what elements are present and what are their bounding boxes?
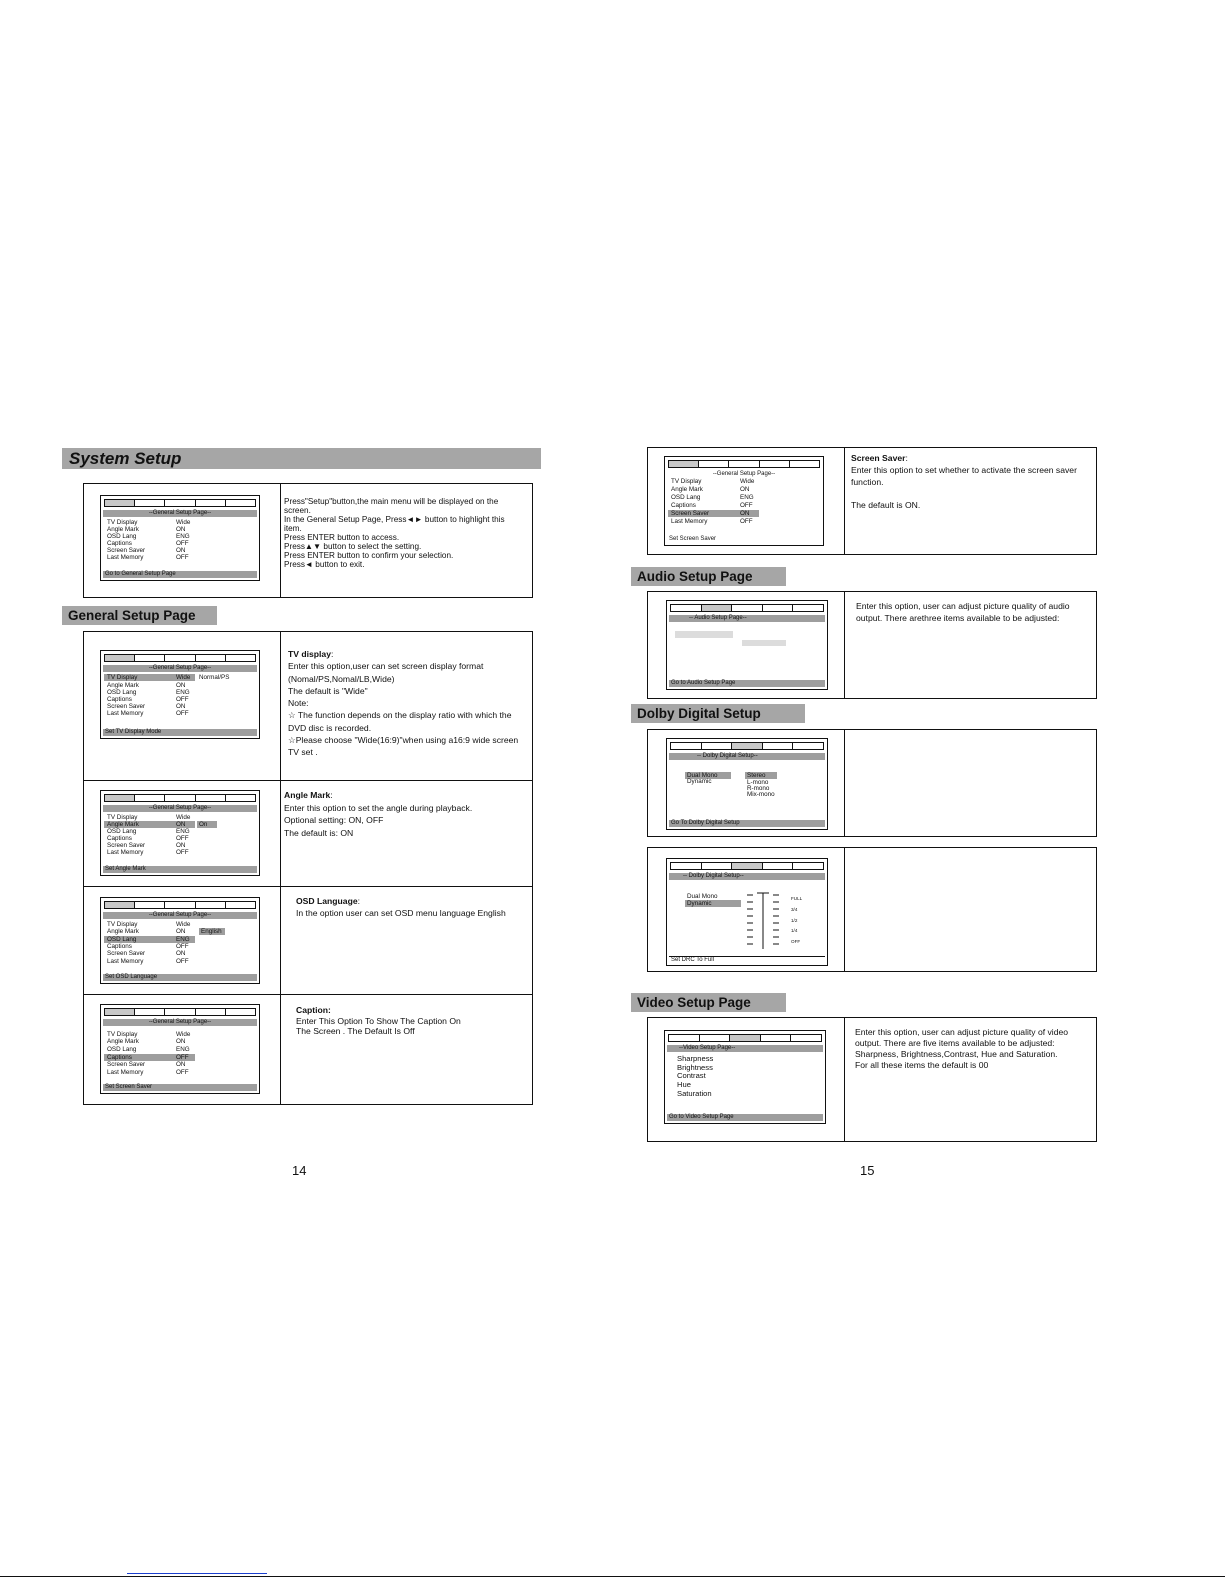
angle-mark-text: Angle Mark: Enter this option to set the angle during playback. Optional setting: ON, OFF The default is: ON	[284, 790, 473, 838]
dolby-panel-1	[647, 729, 1097, 837]
osd-language-text: OSD Language: In the option user can set OSD menu language English	[296, 896, 506, 918]
video-item-hue: Hue	[677, 1080, 691, 1090]
video-item-contrast: Contrast	[677, 1071, 706, 1081]
video-setup-banner: Video Setup Page	[631, 993, 786, 1012]
screen-saver-screen: --General Setup Page-- TV Display Wide Angle Mark ON OSD Lang ENG Captions OFF Screen Saver ON Last Memory OFF Set Screen Saver	[664, 456, 824, 546]
dolby-screen-2: -- Dolby Digital Setup-- Dual Mono Dynamic FULL 3/4 1/2 1/4 OFF Set DRC To Full	[666, 858, 828, 966]
dolby-screen-1: -- Dolby Digital Setup-- Dual Mono Dynamic Stereo L-mono R-mono Mix-mono Go To Dolby Digital Setup	[666, 738, 828, 830]
tv-display-text: TV display: Enter this option,user can set screen display format (Nomal/PS,Nomal/LB,Wide) The default is "Wide" Note: ☆ The function depends on the display ratio with which the DVD disc is recorded. ☆Please choose "Wide(16:9)"when using a16:9 wide screen TV set .	[288, 649, 519, 758]
system-setup-banner: System Setup	[62, 448, 541, 469]
intro-text: Press"Setup"button,the main menu will be displayed on the screen. In the General Setup Page, Press◄► button to highlight this item. Press ENTER button to access. Press▲▼ button to select the setting. Press ENTER button to confirm your selection. Press◄ button to exit.	[284, 497, 505, 569]
video-screen: --Video Setup Page-- Sharpness Brightness Contrast Hue Saturation Go to Video Setup Page	[664, 1030, 826, 1124]
drc-3-4-label: 3/4	[791, 906, 798, 912]
drc-off-label: OFF	[791, 939, 801, 945]
drc-full-label: FULL	[791, 896, 803, 901]
audio-panel	[647, 591, 1097, 699]
tv-display-screen: --General Setup Page-- TV Display Wide Normal/PS Angle Mark ON OSD Lang ENG Captions OFF Screen Saver ON Last Memory OFF Set TV Display Mode	[100, 650, 260, 739]
video-item-brightness: Brightness	[677, 1062, 713, 1072]
drc-slider	[743, 891, 783, 953]
video-panel	[647, 1017, 1097, 1142]
dolby-panel-2	[647, 847, 1097, 972]
screen-saver-panel	[647, 447, 1097, 555]
angle-mark-screen: --General Setup Page-- TV Display Wide Angle Mark ON On OSD Lang ENG Captions OFF Screen Saver ON Last Memory OFF Set Angle Mark	[100, 790, 260, 876]
dolby-digital-banner: Dolby Digital Setup	[631, 704, 805, 723]
bottom-link-line	[127, 1573, 267, 1574]
audio-text: Enter this option, user can adjust picture quality of audio output. There arethree items available to be adjusted:	[856, 601, 1070, 623]
audio-setup-banner: Audio Setup Page	[631, 567, 786, 586]
intro-screen: --General Setup Page-- TV Display Wide Angle Mark ON OSD Lang ENG Captions OFF Screen Saver ON Last Memory OFF Go to General Setup Page	[100, 495, 260, 581]
screen-saver-text: Screen Saver: Enter this option to set whether to activate the screen saver function. The default is ON.	[851, 453, 1077, 511]
caption-screen: --General Setup Page-- TV Display Wide Angle Mark ON OSD Lang ENG Captions OFF Screen Saver ON Last Memory OFF Set Screen Saver	[100, 1004, 260, 1094]
caption-text: Caption: Enter This Option To Show The Caption On The Screen . The Default Is Off	[296, 1005, 461, 1036]
general-setup-banner: General Setup Page	[62, 606, 217, 625]
page-number-right: 15	[860, 1163, 875, 1178]
video-text: Enter this option, user can adjust picture quality of video output. There are five items available to be adjusted: Sharpness, Brightness,Contrast, Hue and Saturation. For all these items the default is 00	[855, 1027, 1069, 1070]
bottom-rule	[0, 1576, 1225, 1577]
video-item-saturation: Saturation	[677, 1088, 712, 1098]
drc-1-4-label: 1/4	[791, 928, 798, 934]
general-panel	[83, 631, 533, 1105]
page-number-left: 14	[292, 1163, 307, 1178]
intro-panel	[83, 483, 533, 598]
osd-language-screen: --General Setup Page-- TV Display Wide Angle Mark ON OSD Lang ENG English Captions OFF Screen Saver ON Last Memory OFF Set OSD Language	[100, 897, 260, 984]
drc-1-2-label: 1/2	[791, 917, 798, 923]
audio-screen: -- Audio Setup Page-- Go to Audio Setup Page	[666, 600, 828, 690]
video-item-sharpness: Sharpness	[677, 1054, 714, 1063]
